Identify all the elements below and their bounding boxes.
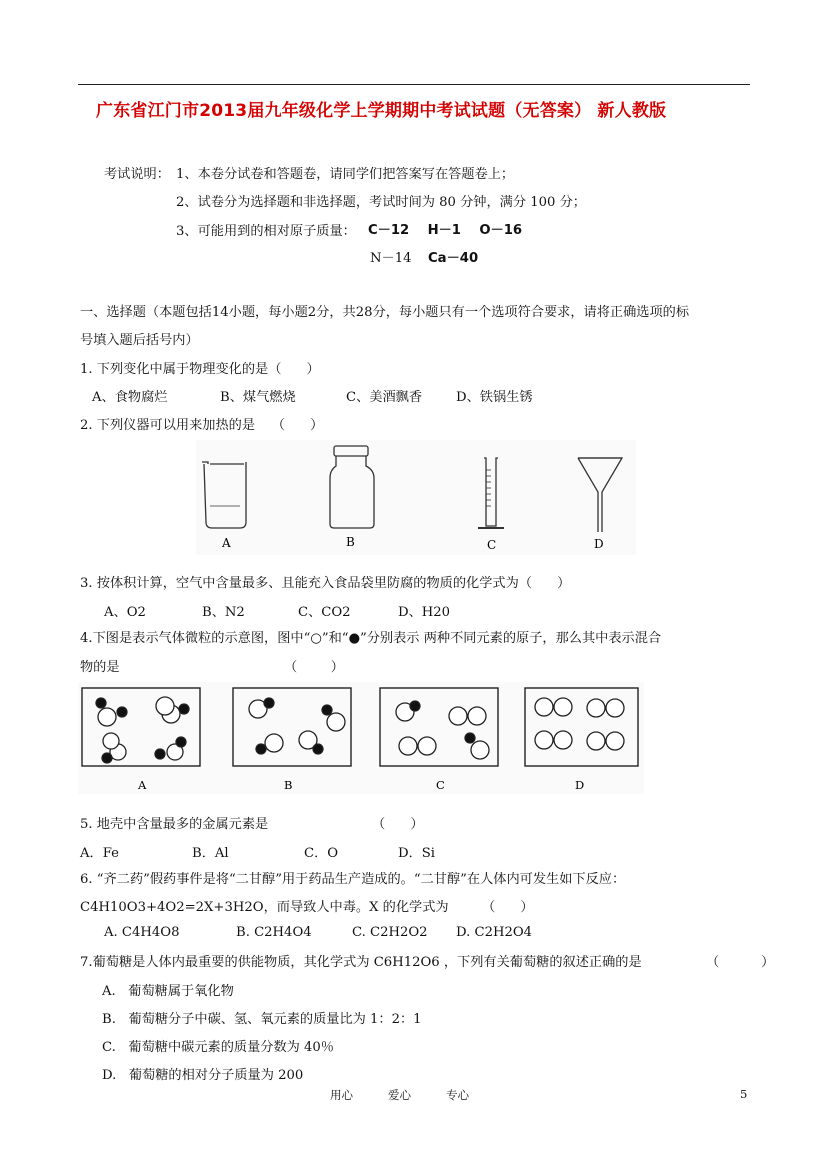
q4-stem-cont: 物的是 xyxy=(80,660,120,675)
q7-option-a: A. 葡萄糖属于氧化物 xyxy=(102,984,234,999)
note-3-masses: C－12 H－1 O－16 xyxy=(368,223,523,238)
q2-label-d: D xyxy=(594,537,604,551)
q7-answer-paren: （ ） xyxy=(706,955,775,970)
q6-stem-cont: C4H10O3+4O2=2X+3H2O，而导致人中毒。X 的化学式为 xyxy=(80,900,449,915)
q2-label-c: C xyxy=(487,538,497,552)
q6-option-b: B. C2H4O4 xyxy=(236,925,312,940)
q7-option-c: C. 葡萄糖中碳元素的质量分数为 40％ xyxy=(102,1040,334,1055)
section-1-heading-cont: 号填入题后括号内） xyxy=(80,333,199,348)
section-1-heading: 一、选择题（本题包括14小题，每小题2分，共28分，每小题只有一个选项符合要求，请将正确选项的标 xyxy=(80,305,690,320)
q6-option-c: C. C2H2O2 xyxy=(352,925,428,940)
q5-answer-paren: （ ） xyxy=(372,817,424,832)
q2-label-a: A xyxy=(222,536,231,550)
page-title: 广东省江门市2013届九年级化学上学期期中考试试题（无答案） 新人教版 xyxy=(96,101,667,121)
note-2: 2、试卷分为选择题和非选择题，考试时间为 80 分钟，满分 100 分； xyxy=(176,195,586,210)
q5-option-c: C．O xyxy=(304,846,339,861)
q4-label-a: A xyxy=(138,778,147,792)
q2-apparatus-figure xyxy=(196,440,636,555)
q6-stem: 6. “齐二药”假药事件是将“二甘醇”用于药品生产造成的。“二甘醇”在人体内可发生如下反应： xyxy=(80,872,626,887)
header-rule xyxy=(78,84,750,85)
page-number: 5 xyxy=(740,1087,748,1101)
q3-option-b: B、N2 xyxy=(202,605,245,620)
footer-motto-2: 爱心 xyxy=(388,1088,411,1102)
q2-stem: 2. 下列仪器可以用来加热的是 （ ） xyxy=(80,418,324,433)
q2-label-b: B xyxy=(346,535,355,549)
q4-label-c: C xyxy=(436,778,445,792)
q5-option-d: D．Si xyxy=(398,846,436,861)
q7-option-b: B. 葡萄糖分子中碳、氢、氧元素的质量比为 1：2：1 xyxy=(102,1012,422,1027)
q5-option-a: A．Fe xyxy=(80,846,119,861)
q4-label-d: D xyxy=(575,778,585,792)
note-3-n: N－14 xyxy=(370,251,412,266)
note-3: 3、可能用到的相对原子质量： xyxy=(176,224,356,239)
q3-option-d: D、H20 xyxy=(398,605,451,620)
note-3-ca: Ca－40 xyxy=(428,251,479,266)
q3-option-c: C、CO2 xyxy=(298,605,351,620)
footer-motto-1: 用心 xyxy=(330,1088,353,1102)
q1-option-c: C、美酒飘香 xyxy=(346,390,423,405)
q3-option-a: A、O2 xyxy=(104,605,146,620)
note-1: 1、本卷分试卷和答题卷，请同学们把答案写在答题卷上； xyxy=(176,167,515,182)
q4-label-b: B xyxy=(284,778,293,792)
q6-answer-paren: （ ） xyxy=(482,900,534,915)
q1-stem: 1. 下列变化中属于物理变化的是（ ） xyxy=(80,362,320,377)
notes-prefix: 考试说明： xyxy=(104,167,170,182)
footer-motto-3: 专心 xyxy=(446,1088,469,1102)
q1-option-b: B、煤气燃烧 xyxy=(220,390,296,405)
q5-option-b: B．Al xyxy=(192,846,229,861)
q7-stem: 7.葡萄糖是人体内最重要的供能物质，其化学式为 C6H12O6 ，下列有关葡萄糖的叙述正确的是 xyxy=(80,955,642,970)
q6-option-d: D. C2H2O4 xyxy=(456,925,533,940)
q4-stem: 4.下图是表示气体微粒的示意图，图中“○”和“●”分别表示 两种不同元素的原子，那么其中表示混合 xyxy=(80,631,662,646)
q1-option-d: D、铁锅生锈 xyxy=(456,390,533,405)
q5-stem: 5. 地壳中含量最多的金属元素是 xyxy=(80,817,269,832)
q4-particles-figure xyxy=(78,682,644,794)
q7-option-d: D. 葡萄糖的相对分子质量为 200 xyxy=(102,1068,304,1083)
q4-answer-paren: （ ） xyxy=(284,660,344,675)
q1-option-a: A、食物腐烂 xyxy=(92,390,168,405)
q6-option-a: A. C4H4O8 xyxy=(104,925,180,940)
q3-stem: 3. 按体积计算，空气中含量最多、且能充入食品袋里防腐的物质的化学式为（ ） xyxy=(80,576,571,591)
